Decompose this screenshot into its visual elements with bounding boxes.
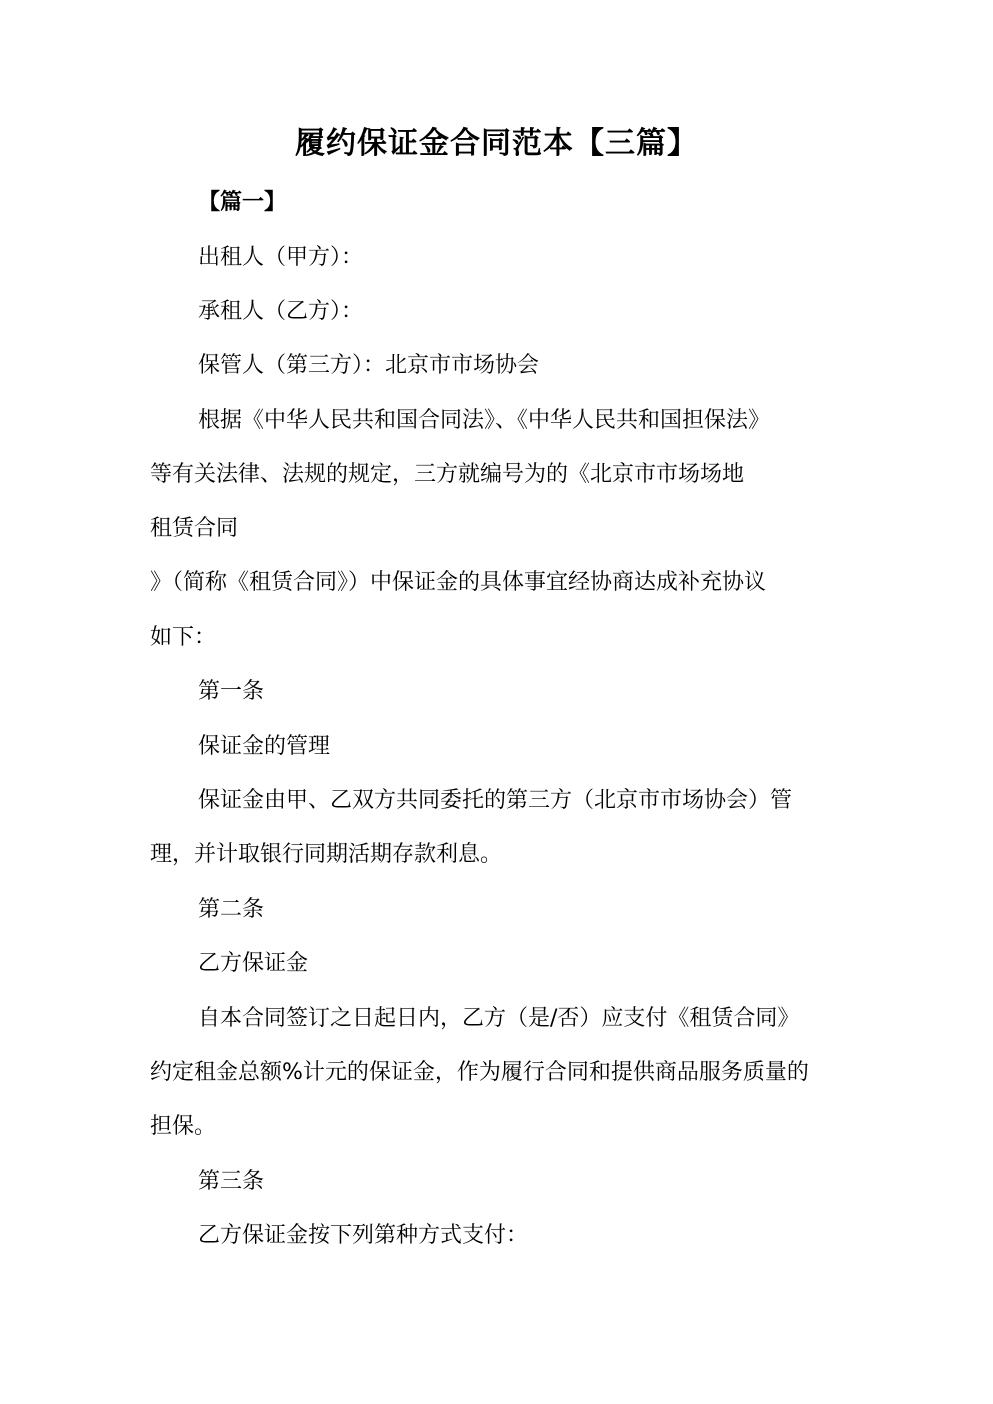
article-1-body-line: 理，并计取银行同期活期存款利息。 (150, 842, 503, 867)
article-3-body-line: 乙方保证金按下列第种方式支付： (198, 1223, 529, 1248)
article-2-body-line: 自本合同签订之日起日内，乙方（是/否）应支付《租赁合同》 (198, 1006, 800, 1031)
intro-paragraph-line: 根据《中华人民共和国合同法》、《中华人民共和国担保法》 (198, 408, 771, 433)
article-1-body-line: 保证金由甲、乙双方共同委托的第三方（北京市市场协会）管 (198, 788, 793, 813)
article-2-body-line: 担保。 (150, 1114, 217, 1139)
lessee-label: 承租人（乙方）： (198, 299, 364, 324)
custodian-line: 保管人（第三方）：北京市市场协会 (198, 353, 540, 378)
intro-paragraph-line: 如下： (150, 625, 217, 650)
article-2-number: 第二条 (198, 897, 265, 922)
intro-paragraph-line: 租赁合同 (150, 516, 239, 541)
article-2-title: 乙方保证金 (198, 951, 309, 976)
intro-paragraph-line: 》（简称《租赁合同》）中保证金的具体事宜经协商达成补充协议 (150, 570, 767, 595)
article-1-number: 第一条 (198, 679, 265, 704)
lessor-label: 出租人（甲方）： (198, 245, 364, 270)
document-title: 履约保证金合同范本【三篇】 (295, 126, 698, 161)
article-2-body-line: 约定租金总额%计元的保证金，作为履行合同和提供商品服务质量的 (150, 1060, 809, 1085)
section-heading: 【篇一】 (198, 190, 287, 215)
intro-paragraph-line: 等有关法律、法规的规定，三方就编号为的《北京市市场场地 (150, 462, 745, 487)
article-1-title: 保证金的管理 (198, 734, 331, 759)
article-3-number: 第三条 (198, 1169, 265, 1194)
